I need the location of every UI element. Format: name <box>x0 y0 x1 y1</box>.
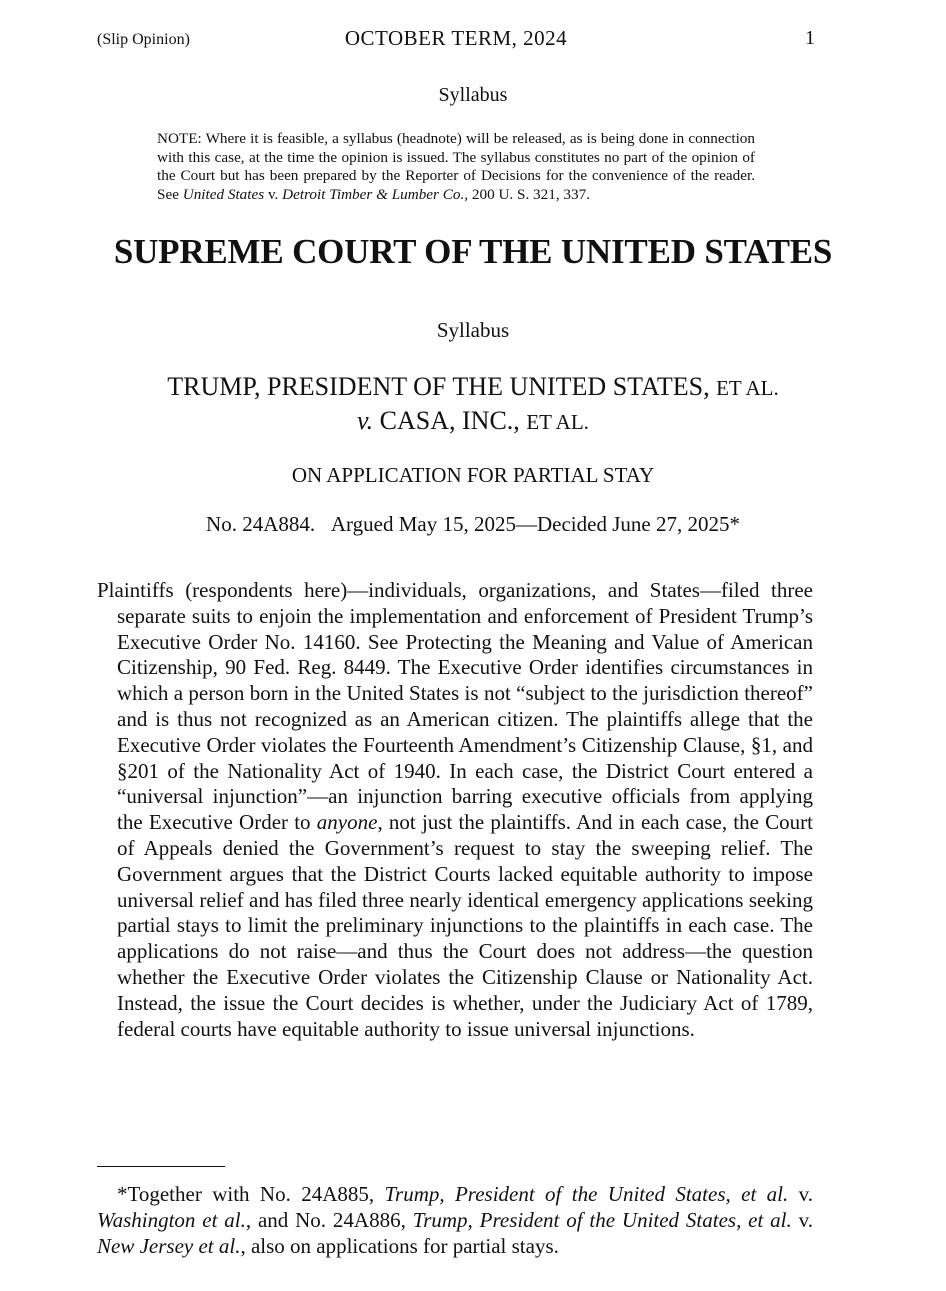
body-emphasis: anyone <box>316 810 378 835</box>
court-title: SUPREME COURT OF THE UNITED STATES <box>113 232 833 271</box>
footnote-text-1: *Together with No. 24A885, <box>117 1182 385 1206</box>
argued-decided-dates: Argued May 15, 2025—Decided June 27, 2025* <box>330 512 740 536</box>
petitioner-et-al: ET AL. <box>716 376 779 400</box>
page-number: 1 <box>805 27 815 49</box>
respondent-name: CASA, INC., <box>379 406 520 435</box>
petitioner-name: TRUMP, PRESIDENT OF THE UNITED STATES, <box>167 372 710 401</box>
footnote-case-2-respondent: New Jersey et al. <box>97 1233 241 1258</box>
application-label: ON APPLICATION FOR PARTIAL STAY <box>291 463 655 487</box>
footnote-text-2: , and No. 24A886, <box>245 1207 413 1232</box>
docket-number: No. 24A884. <box>206 512 316 536</box>
case-caption-line-2 <box>0 406 946 436</box>
syllabus-heading-top: Syllabus <box>438 84 508 106</box>
footnote-case-1-respondent: Washington et al. <box>97 1207 246 1232</box>
note-case-name-1: United States <box>182 185 265 203</box>
running-head <box>97 26 815 52</box>
note-citation: 200 U. S. 321, 337. <box>468 185 591 203</box>
syllabus-body-paragraph <box>97 578 814 1042</box>
reporter-note <box>157 130 755 204</box>
footnote-case-2-petitioner: Trump, President of the United States, et al. <box>412 1207 792 1232</box>
body-text-part-1: Plaintiffs (respondents here)—individuals, organizations, and States—filed three separate suits to enjoin the implementation and enforcement of President Trump’s Executive Order No. 14160. See Protecting the Meaning and Value of American Citizenship, 90 Fed. Reg. 8449. The Executive Order identifies circumstances in which a person born in the United States is not “subject to the jurisdiction thereof” and is thus not recognized as an American citizen. The plaintiffs allege that the Executive Order violates the Fourteenth Amendment’s Citizenship Clause, §1, and §201 of the Nationality Act of 1940. In each case, the District Court entered a “universal injunction”—an injunction barring executive officials from applying the Executive Order to <box>97 578 813 835</box>
note-case-name-2: Detroit Timber & Lumber Co., <box>282 185 469 203</box>
footnote-text-3: , also on applications for partial stays. <box>240 1233 559 1258</box>
note-text: NOTE: Where it is feasible, a syllabus (headnote) will be released, as is being done in connection with this case, at the time the opinion is issued. The syllabus constitutes no part of the opinion of the Court but has been prepared by the Reporter of Decisions for the convenience of the reader. See <box>157 130 755 203</box>
slip-opinion-label: (Slip Opinion) <box>97 31 190 48</box>
body-text-part-2: , not just the plaintiffs. And in each case, the Court of Appeals denied the Government’s request to stay the sweeping relief. The Government argues that the District Courts lacked equitable authority to impose universal relief and has filed three nearly identical emergency applications seeking partial stays to limit the preliminary injunctions to the plaintiffs in each case. The applications do not raise—and thus the Court does not address—the question whether the Executive Order violates the Citizenship Clause or Nationality Act. Instead, the issue the Court decides is whether, under the Judiciary Act of 1789, federal courts have equitable authority to issue universal injunctions. <box>117 810 814 1041</box>
term-label: OCTOBER TERM, 2024 <box>344 26 568 50</box>
versus: v. <box>357 406 374 435</box>
footnote-divider <box>97 1166 225 1167</box>
footnote-versus-2: v. <box>791 1207 814 1232</box>
docket-line <box>0 512 946 537</box>
footnote-case-1-petitioner: Trump, President of the United States, et al. <box>384 1182 789 1206</box>
footnote <box>97 1182 813 1259</box>
respondent-et-al: ET AL. <box>526 410 589 434</box>
note-versus: v. <box>264 185 283 203</box>
footnote-versus-1: v. <box>788 1182 813 1206</box>
case-caption-line-1 <box>0 372 946 402</box>
syllabus-heading: Syllabus <box>436 318 510 342</box>
